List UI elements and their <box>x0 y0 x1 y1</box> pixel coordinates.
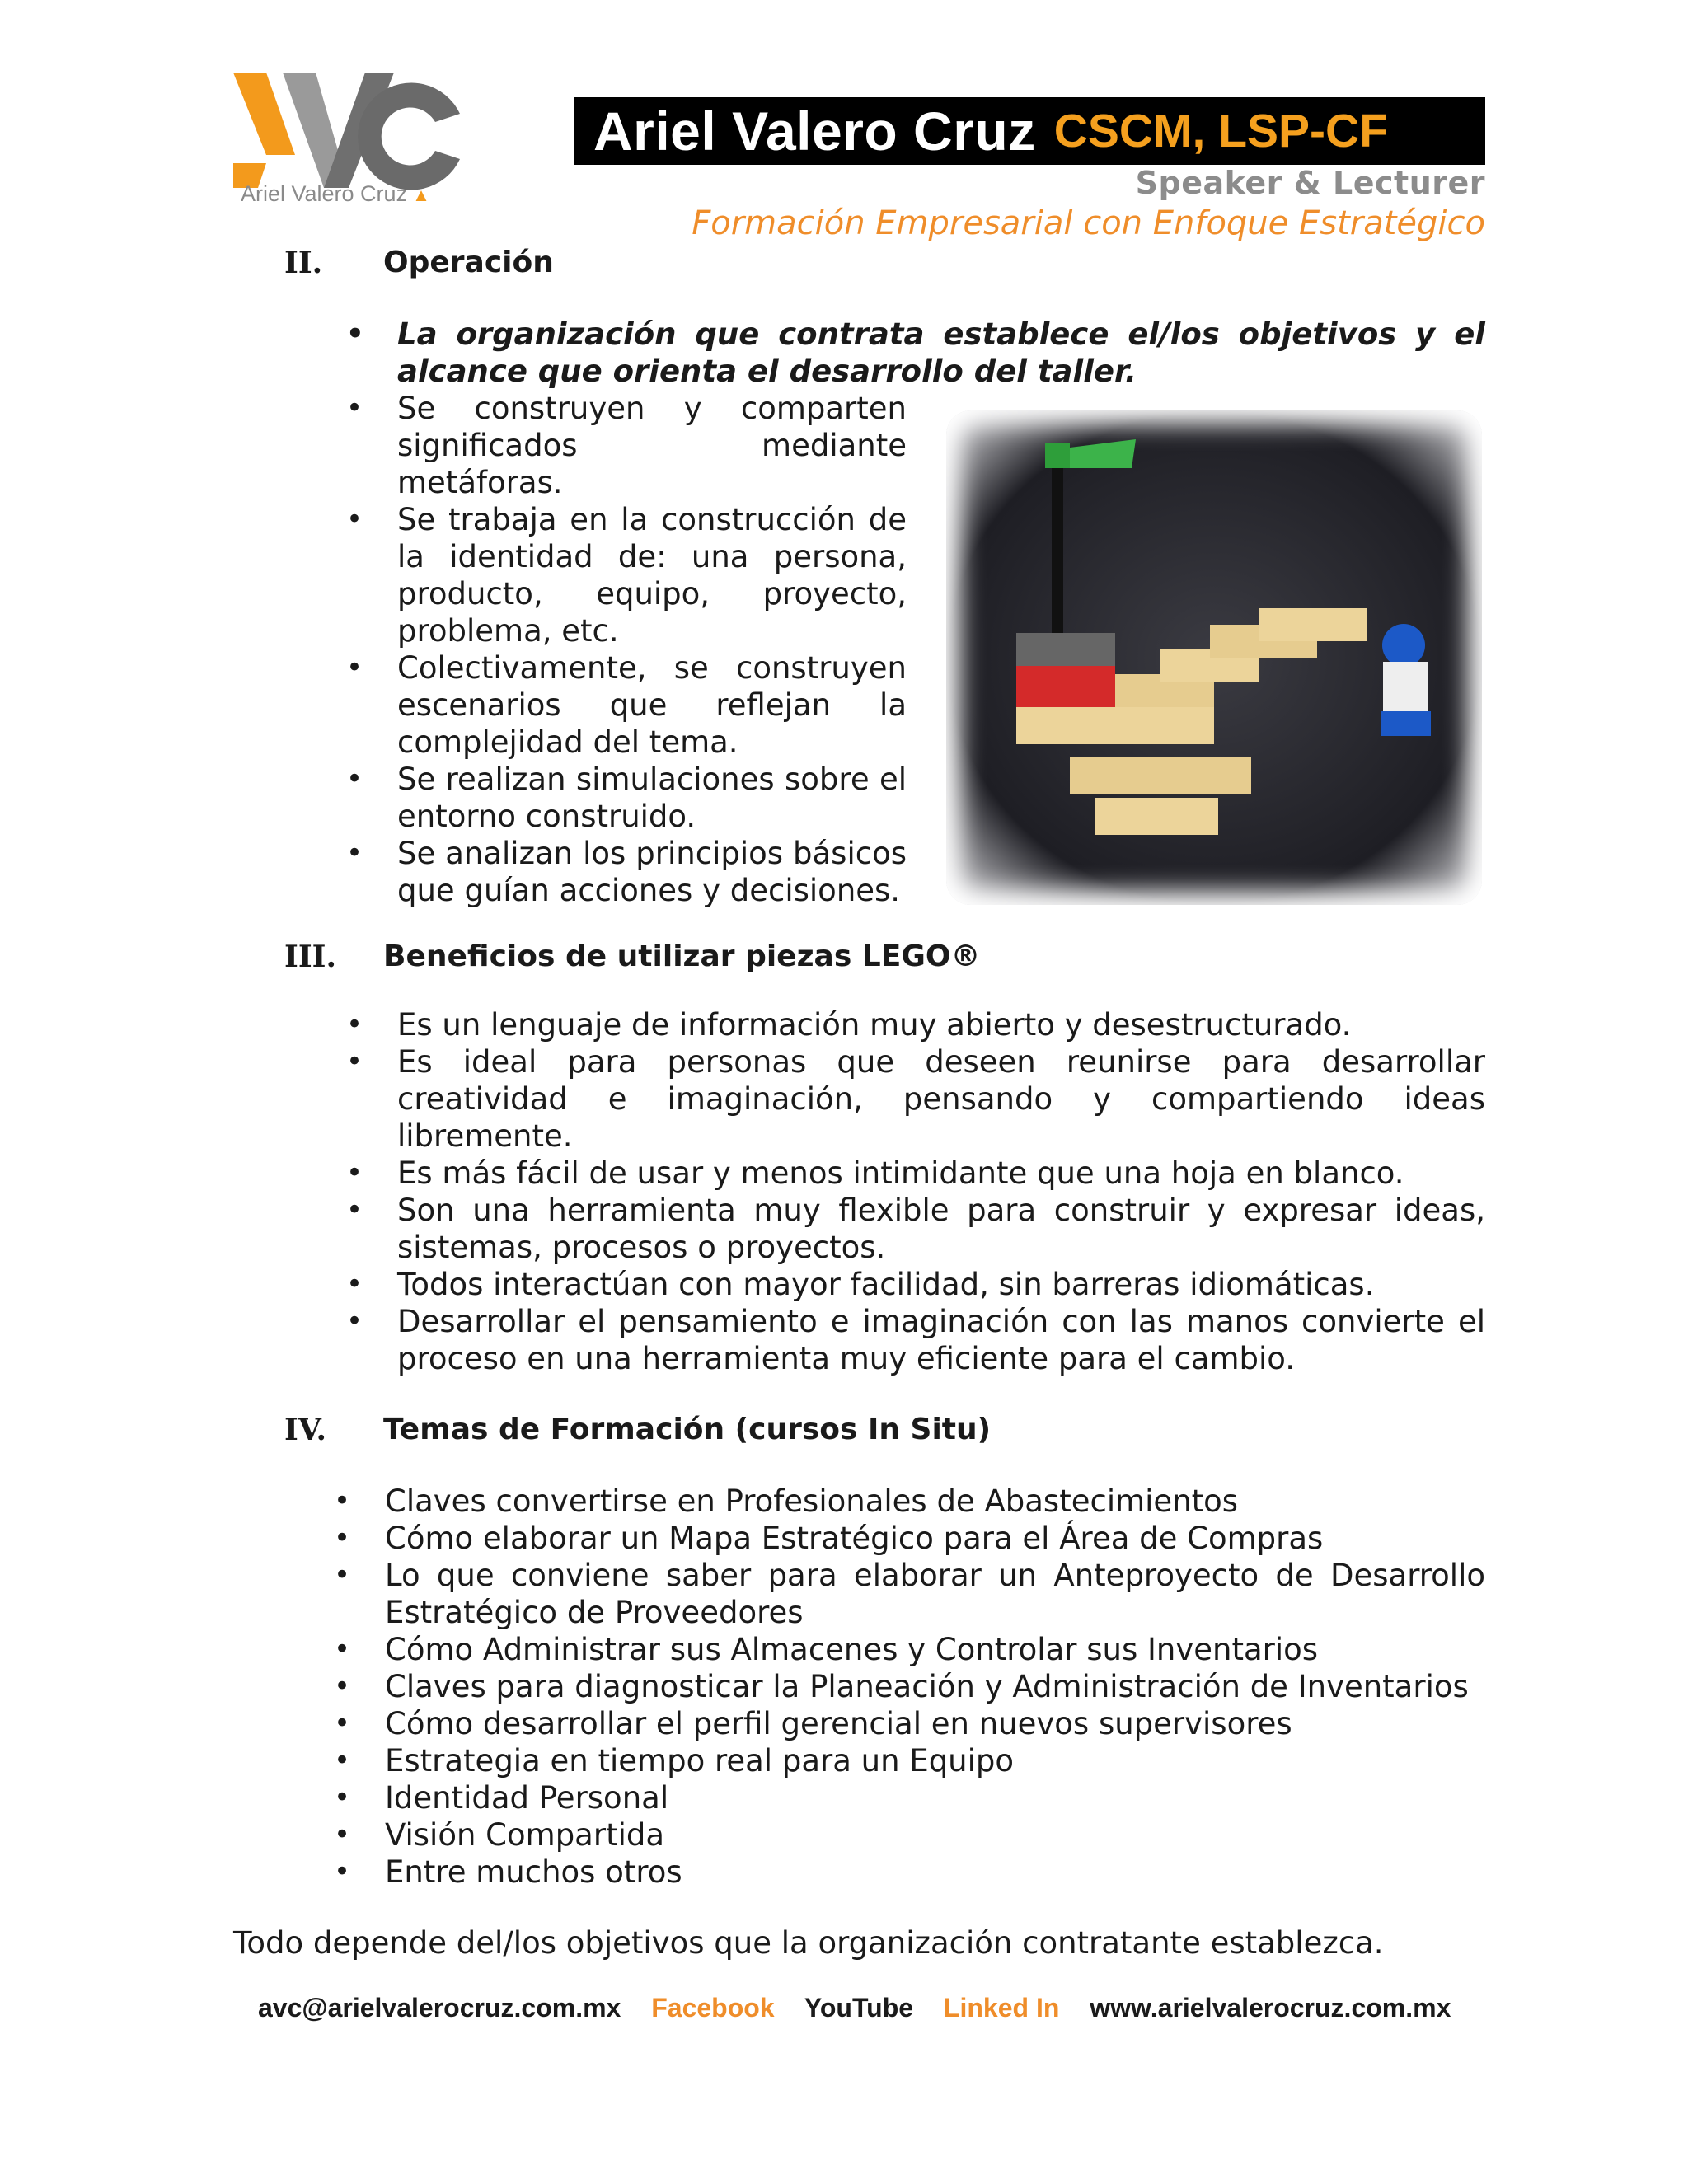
section-4-number: IV. <box>284 1413 327 1447</box>
footer-youtube-link[interactable]: YouTube <box>804 1993 914 2022</box>
list-item: • Identidad Personal <box>334 1779 1485 1816</box>
list-item: • Se realizan simulaciones sobre el entorno construido. <box>346 761 907 835</box>
list-item: • Todos interactúan con mayor facilidad, sin barreras idiomáticas. <box>346 1266 1485 1303</box>
section-3-number: III. <box>284 940 337 974</box>
list-item: • Claves convertirse en Profesionales de Abastecimientos <box>334 1483 1485 1520</box>
author-name: Ariel Valero Cruz <box>593 101 1036 162</box>
list-item: • Desarrollar el pensamiento e imaginación con las manos convierte el proceso en una herramienta muy eficiente para el cambio. <box>346 1303 1485 1377</box>
list-item: • Entre muchos otros <box>334 1854 1485 1891</box>
list-item: • Es un lenguaje de información muy abierto y desestructurado. <box>346 1006 1485 1043</box>
section-2-list <box>346 390 907 909</box>
section-4-heading <box>284 1413 991 1447</box>
list-item: • Colectivamente, se construyen escenarios que reflejan la complejidad del tema. <box>346 649 907 761</box>
list-item: • Cómo Administrar sus Almacenes y Controlar sus Inventarios <box>334 1631 1485 1668</box>
list-item: • Se analizan los principios básicos que guían acciones y decisiones. <box>346 835 907 909</box>
footer-website-link[interactable]: www.arielvalerocruz.com.mx <box>1090 1993 1451 2022</box>
section-2-title: Operación <box>383 246 554 279</box>
lego-photo <box>946 410 1482 905</box>
section-4-title: Temas de Formación (cursos In Situ) <box>383 1413 992 1446</box>
lego-illustration <box>946 410 1482 905</box>
closing-statement: Todo depende del/los objetivos que la organización contratante establezca. <box>233 1925 1384 1961</box>
section-3-title: Beneficios de utilizar piezas LEGO® <box>383 940 981 973</box>
list-item: • Claves para diagnosticar la Planeación y Administración de Inventarios <box>334 1668 1485 1705</box>
list-item: • Visión Compartida <box>334 1816 1485 1854</box>
author-credentials: CSCM, LSP-CF <box>1053 105 1389 157</box>
logo-caption: Ariel Valero Cruz ▲ <box>241 181 430 206</box>
title-bar <box>574 97 1485 165</box>
list-item: • Lo que conviene saber para elaborar un Anteproyecto de Desarrollo Estratégico de Proveedores <box>334 1557 1485 1631</box>
section-4-list <box>334 1483 1485 1891</box>
section-3-heading <box>284 940 980 974</box>
section-2-heading <box>284 246 554 280</box>
footer-facebook-link[interactable]: Facebook <box>651 1993 775 2022</box>
list-item: • Es ideal para personas que deseen reunirse para desarrollar creatividad e imaginación, pensando y compartiendo ideas libremente. <box>346 1043 1485 1155</box>
list-item: • Son una herramienta muy flexible para construir y expresar ideas, sistemas, procesos o proyectos. <box>346 1192 1485 1266</box>
list-item: • Cómo elaborar un Mapa Estratégico para el Área de Compras <box>334 1520 1485 1557</box>
list-item: • Es más fácil de usar y menos intimidante que una hoja en blanco. <box>346 1155 1485 1192</box>
subtitle: Speaker & Lecturer <box>1135 165 1485 201</box>
footer <box>258 1993 1474 2023</box>
list-item: • Se construyen y comparten significados mediante metáforas. <box>346 390 907 501</box>
list-item: • Cómo desarrollar el perfil gerencial en nuevos supervisores <box>334 1705 1485 1742</box>
list-item: • La organización que contrata establece el/los objetivos y el alcance que orienta el desarrollo del taller. <box>346 316 1485 390</box>
list-item: • Estrategia en tiempo real para un Equipo <box>334 1742 1485 1779</box>
list-item: • Se trabaja en la construcción de la identidad de: una persona, producto, equipo, proyecto, problema, etc. <box>346 501 907 649</box>
tagline: Formación Empresarial con Enfoque Estratégico <box>692 204 1485 242</box>
section-2-intro-list <box>346 316 1485 390</box>
section-3-list <box>346 1006 1485 1377</box>
footer-email[interactable]: avc@arielvalerocruz.com.mx <box>258 1993 621 2022</box>
footer-linkedin-link[interactable]: Linked In <box>943 1993 1060 2022</box>
section-2-number: II. <box>284 246 323 280</box>
